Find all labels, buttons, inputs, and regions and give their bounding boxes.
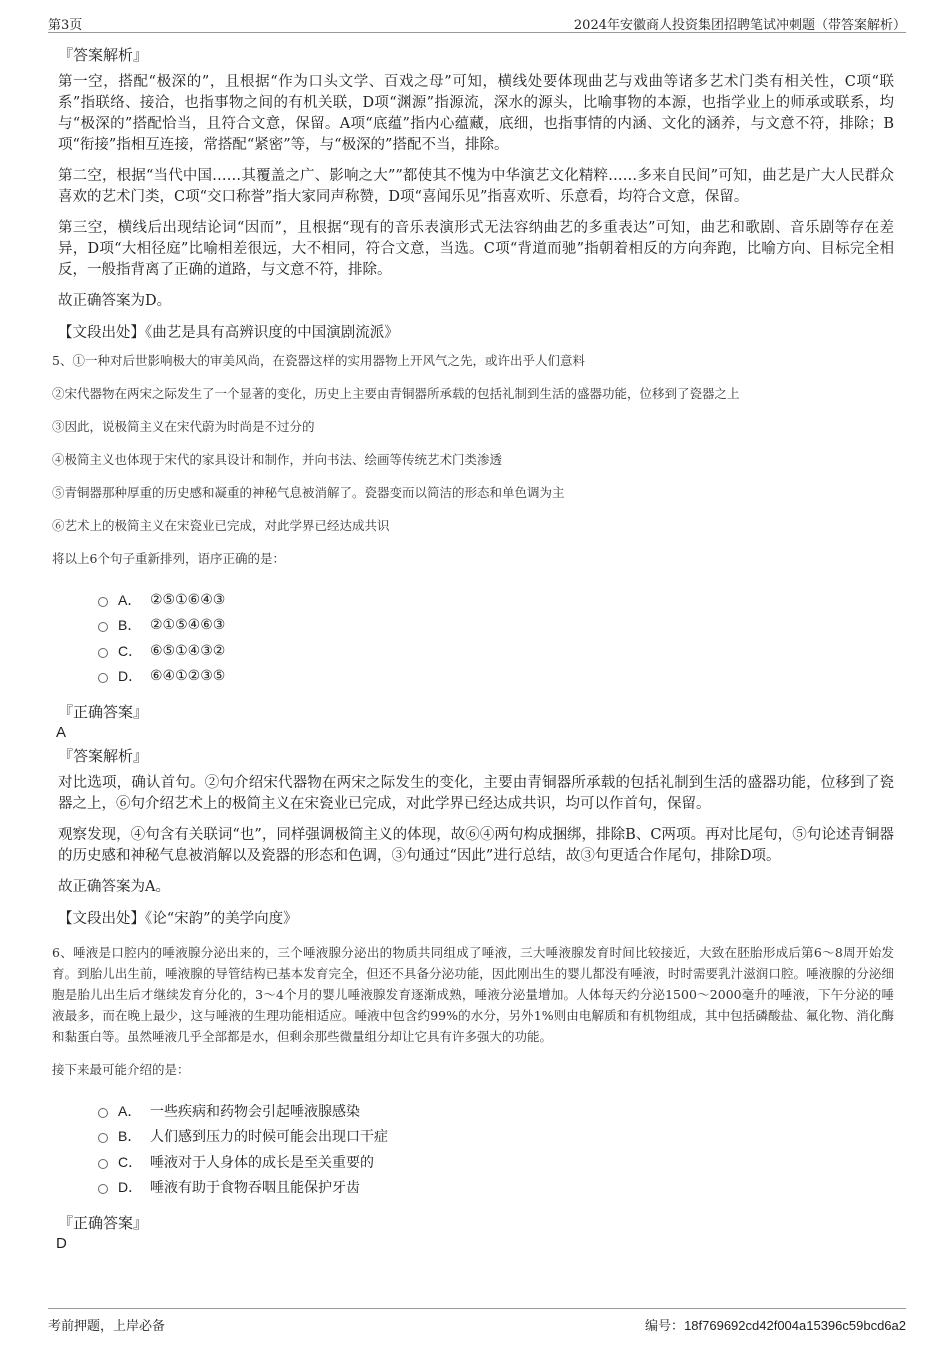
page-footer [48, 1308, 906, 1334]
radio-icon[interactable] [98, 1159, 108, 1169]
question-sentence: 5、①一种对后世影响极大的审美风尚，在瓷器这样的实用器物上开风气之先，或许出乎人们意料 [52, 353, 585, 368]
option-d[interactable] [98, 664, 894, 690]
option-label: B． [118, 1128, 142, 1145]
correct-answer: A [56, 724, 67, 741]
page-number: 第3页 [48, 18, 83, 33]
question-sentence: ②宋代器物在两宋之际发生了一个显著的变化，历史上主要由青铜器所承载的包括礼制到生活的盛器功能，位移到了瓷器之上 [52, 386, 740, 401]
question-stem: 6、唾液是口腔内的唾液腺分泌出来的，三个唾液腺分泌出的物质共同组成了唾液，三大唾液腺发育时间比较接近，大致在胚胎形成后第6～8周开始发育。到胎儿出生前，唾液腺的导管结构已基本发育完全，但还不具备分泌功能，因此刚出生的婴儿都没有唾液，时时需要乳汁滋润口腔。唾液腺的分泌细胞是胎儿出生后才继续发育分化的，3～4个月的婴儿唾液腺发育逐渐成熟，唾液分泌量增加。人体每天约分泌1500～2000毫升的唾液，下午分泌的唾液最多，而在晚上最少，这与唾液的生理功能相适应。唾液中包含约99%的水分，另外1%则由电解质和有机物组成，其中包括磷酸盐、氟化物、消化酶和黏蛋白等。虽然唾液几乎全部都是水，但剩余那些微量组分却让它具有许多强大的功能。 [52, 945, 894, 1044]
radio-icon[interactable] [98, 1184, 108, 1194]
question-sentence: ③因此，说极简主义在宋代蔚为时尚是不过分的 [52, 419, 315, 434]
analysis-heading: 『答案解析』 [58, 747, 149, 765]
option-label: D． [118, 668, 143, 685]
radio-icon[interactable] [98, 1108, 108, 1118]
answer-options [98, 1098, 894, 1200]
option-text: ⑥⑤①④③② [150, 642, 226, 659]
document-code [645, 1315, 906, 1334]
question-prompt: 将以上6个句子重新排列，语序正确的是： [52, 551, 285, 566]
option-text: ②①⑤④⑥③ [150, 617, 226, 634]
option-label: A． [118, 1102, 142, 1119]
radio-icon[interactable] [98, 1133, 108, 1143]
code-label: 编号： [645, 1319, 685, 1334]
correct-answer-heading: 『正确答案』 [58, 703, 149, 721]
option-c[interactable] [98, 1149, 894, 1175]
analysis-paragraph: 第一空，搭配“极深的”，且根据“作为口头文学、百戏之母”可知，横线处要体现曲艺与戏曲等诸多艺术门类有相关性，C项“联系”指联络、接洽，也指事物之间的有机关联，D项“渊源”指源流，深水的源头，比喻事物的本源，也指学业上的师承或联系，均与“极深的”搭配恰当，且符合文意，保留。A项“底蕴”指内心蕴藏，底细，也指事情的内涵、文化的涵养，与文意不符，排除；B项“衔接”指相互连接，常搭配“紧密”等，与“极深的”搭配不当，排除。 [58, 74, 894, 153]
page-content [52, 44, 894, 1256]
option-b[interactable] [98, 1124, 894, 1150]
analysis-heading: 『答案解析』 [58, 46, 149, 64]
page-header [48, 12, 906, 33]
question-prompt: 接下来最可能介绍的是： [52, 1062, 190, 1077]
option-a[interactable] [98, 587, 894, 613]
option-b[interactable] [98, 613, 894, 639]
question-sentence: ⑤青铜器那种厚重的历史感和凝重的神秘气息被消解了。瓷器变而以简洁的形态和单色调为主 [52, 485, 565, 500]
analysis-paragraph: 观察发现，④句含有关联词“也”，同样强调极简主义的体现，故⑥④两句构成捆绑，排除B、C两项。再对比尾句，⑤句论述青铜器的历史感和神秘气息被消解以及瓷器的形态和色调，③句通过“因此”进行总结，故③句更适合作尾句，排除D项。 [58, 827, 894, 864]
analysis-conclusion: 故正确答案为A。 [58, 879, 170, 895]
analysis-paragraph: 第二空，根据“当代中国……其覆盖之广、影响之大””都使其不愧为中华演艺文化精粹……多来自民间”可知，曲艺是广大人民群众喜欢的艺术门类，C项“交口称誉”指大家同声称赞，D项“喜闻乐见”指喜欢听、乐意看，均符合文意，保留。 [58, 168, 894, 205]
option-label: C． [118, 1153, 143, 1170]
question-5 [52, 350, 894, 930]
footer-slogan: 考前押题，上岸必备 [48, 1319, 166, 1334]
analysis-conclusion: 故正确答案为D。 [58, 293, 172, 309]
option-label: D． [118, 1179, 143, 1196]
question-sentence: ④极简主义也体现于宋代的家具设计和制作，并向书法、绘画等传统艺术门类渗透 [52, 452, 503, 467]
radio-icon[interactable] [98, 673, 108, 683]
option-text: 唾液有助于食物吞咽且能保护牙齿 [150, 1180, 360, 1197]
correct-answer: D [56, 1235, 67, 1252]
source-citation: 【文段出处】《曲艺是具有高辨识度的中国演剧流派》 [58, 325, 399, 341]
option-label: B． [118, 617, 142, 634]
radio-icon[interactable] [98, 622, 108, 632]
analysis-paragraph: 第三空，横线后出现结论词“因而”，且根据“现有的音乐表演形式无法容纳曲艺的多重表达”可知，曲艺和歌剧、音乐剧等存在差异，D项“大相径庭”比喻相差很远，大不相同，符合文意，当选。C项“背道而驰”指朝着相反的方向奔跑，比喻方向、目标完全相反，一般指背离了正确的道路，与文意不符，排除。 [58, 220, 894, 278]
option-text: ⑥④①②③⑤ [150, 668, 226, 685]
option-text: ②⑤①⑥④③ [150, 591, 226, 608]
correct-answer-heading: 『正确答案』 [58, 1214, 149, 1232]
question-sentence: ⑥艺术上的极简主义在宋瓷业已完成，对此学界已经达成共识 [52, 518, 390, 533]
radio-icon[interactable] [98, 648, 108, 658]
option-d[interactable] [98, 1175, 894, 1201]
analysis-paragraph: 对比选项，确认首句。②句介绍宋代器物在两宋之际发生的变化，主要由青铜器所承载的包括礼制到生活的盛器功能，位移到了瓷器之上，⑥句介绍艺术上的极简主义在宋瓷业已完成，对此学界已经达成共识，均可以作首句，保留。 [58, 775, 894, 812]
radio-icon[interactable] [98, 597, 108, 607]
option-text: 唾液对于人身体的成长是至关重要的 [150, 1154, 374, 1171]
question-6 [52, 942, 894, 1254]
option-c[interactable] [98, 638, 894, 664]
code-value: 18f769692cd42f004a15396c59bcd6a2 [684, 1318, 906, 1333]
option-label: C． [118, 642, 143, 659]
answer-options [98, 587, 894, 689]
option-text: 人们感到压力的时候可能会出现口干症 [150, 1129, 388, 1146]
document-title: 2024年安徽商人投资集团招聘笔试冲刺题（带答案解析） [573, 18, 906, 33]
option-a[interactable] [98, 1098, 894, 1124]
source-citation: 【文段出处】《论“宋韵”的美学向度》 [58, 911, 298, 927]
option-text: 一些疾病和药物会引起唾液腺感染 [150, 1103, 360, 1120]
option-label: A． [118, 591, 142, 608]
